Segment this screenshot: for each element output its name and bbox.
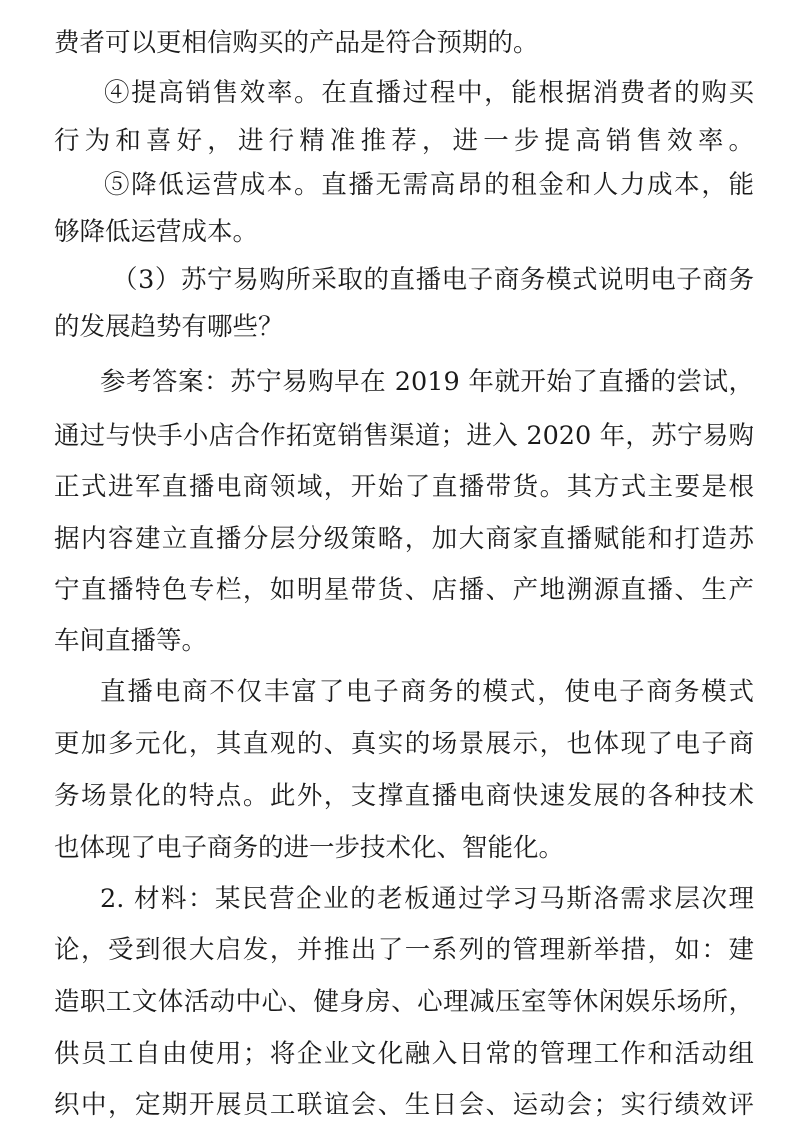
text-line: 参考答案：苏宁易购早在 2019 年就开始了直播的尝试， xyxy=(100,367,754,397)
text-line: 论，受到很大启发，并推出了一系列的管理新举措，如：建 xyxy=(54,935,754,965)
text-line: 2. 材料：某民营企业的老板通过学习马斯洛需求层次理 xyxy=(100,884,754,914)
text-line: 织中，定期开展员工联谊会、生日会、运动会；实行绩效评 xyxy=(54,1090,754,1120)
text-line: 费者可以更相信购买的产品是符合预期的。 xyxy=(54,28,539,58)
text-line: ④提高销售效率。在直播过程中，能根据消费者的购买 xyxy=(104,78,754,108)
text-line: 行为和喜好，进行精准推荐，进一步提高销售效率。 xyxy=(54,126,754,156)
text-line: 车间直播等。 xyxy=(54,626,208,656)
text-line: 通过与快手小店合作拓宽销售渠道；进入 2020 年，苏宁易购 xyxy=(54,421,754,451)
text-line: 也体现了电子商务的进一步技术化、智能化。 xyxy=(54,833,565,863)
text-line: 宁直播特色专栏，如明星带货、店播、产地溯源直播、生产 xyxy=(54,575,754,605)
text-line: 务场景化的特点。此外，支撑直播电商快速发展的各种技术 xyxy=(54,781,754,811)
text-line: 够降低运营成本。 xyxy=(54,217,259,247)
text-line: 直播电商不仅丰富了电子商务的模式，使电子商务模式 xyxy=(100,677,754,707)
text-line: 据内容建立直播分层分级策略，加大商家直播赋能和打造苏 xyxy=(54,524,754,554)
text-line: 造职工文体活动中心、健身房、心理减压室等休闲娱乐场所， xyxy=(54,987,754,1017)
text-line: 供员工自由使用；将企业文化融入日常的管理工作和活动组 xyxy=(54,1039,754,1069)
text-line: （3）苏宁易购所采取的直播电子商务模式说明电子商务 xyxy=(112,265,754,295)
text-line: 正式进军直播电商领域，开始了直播带货。其方式主要是根 xyxy=(54,472,754,502)
text-line: 更加多元化，其直观的、真实的场景展示，也体现了电子商 xyxy=(54,729,754,759)
text-line: ⑤降低运营成本。直播无需高昂的租金和人力成本，能 xyxy=(104,170,754,200)
text-line: 的发展趋势有哪些？ xyxy=(54,312,284,342)
